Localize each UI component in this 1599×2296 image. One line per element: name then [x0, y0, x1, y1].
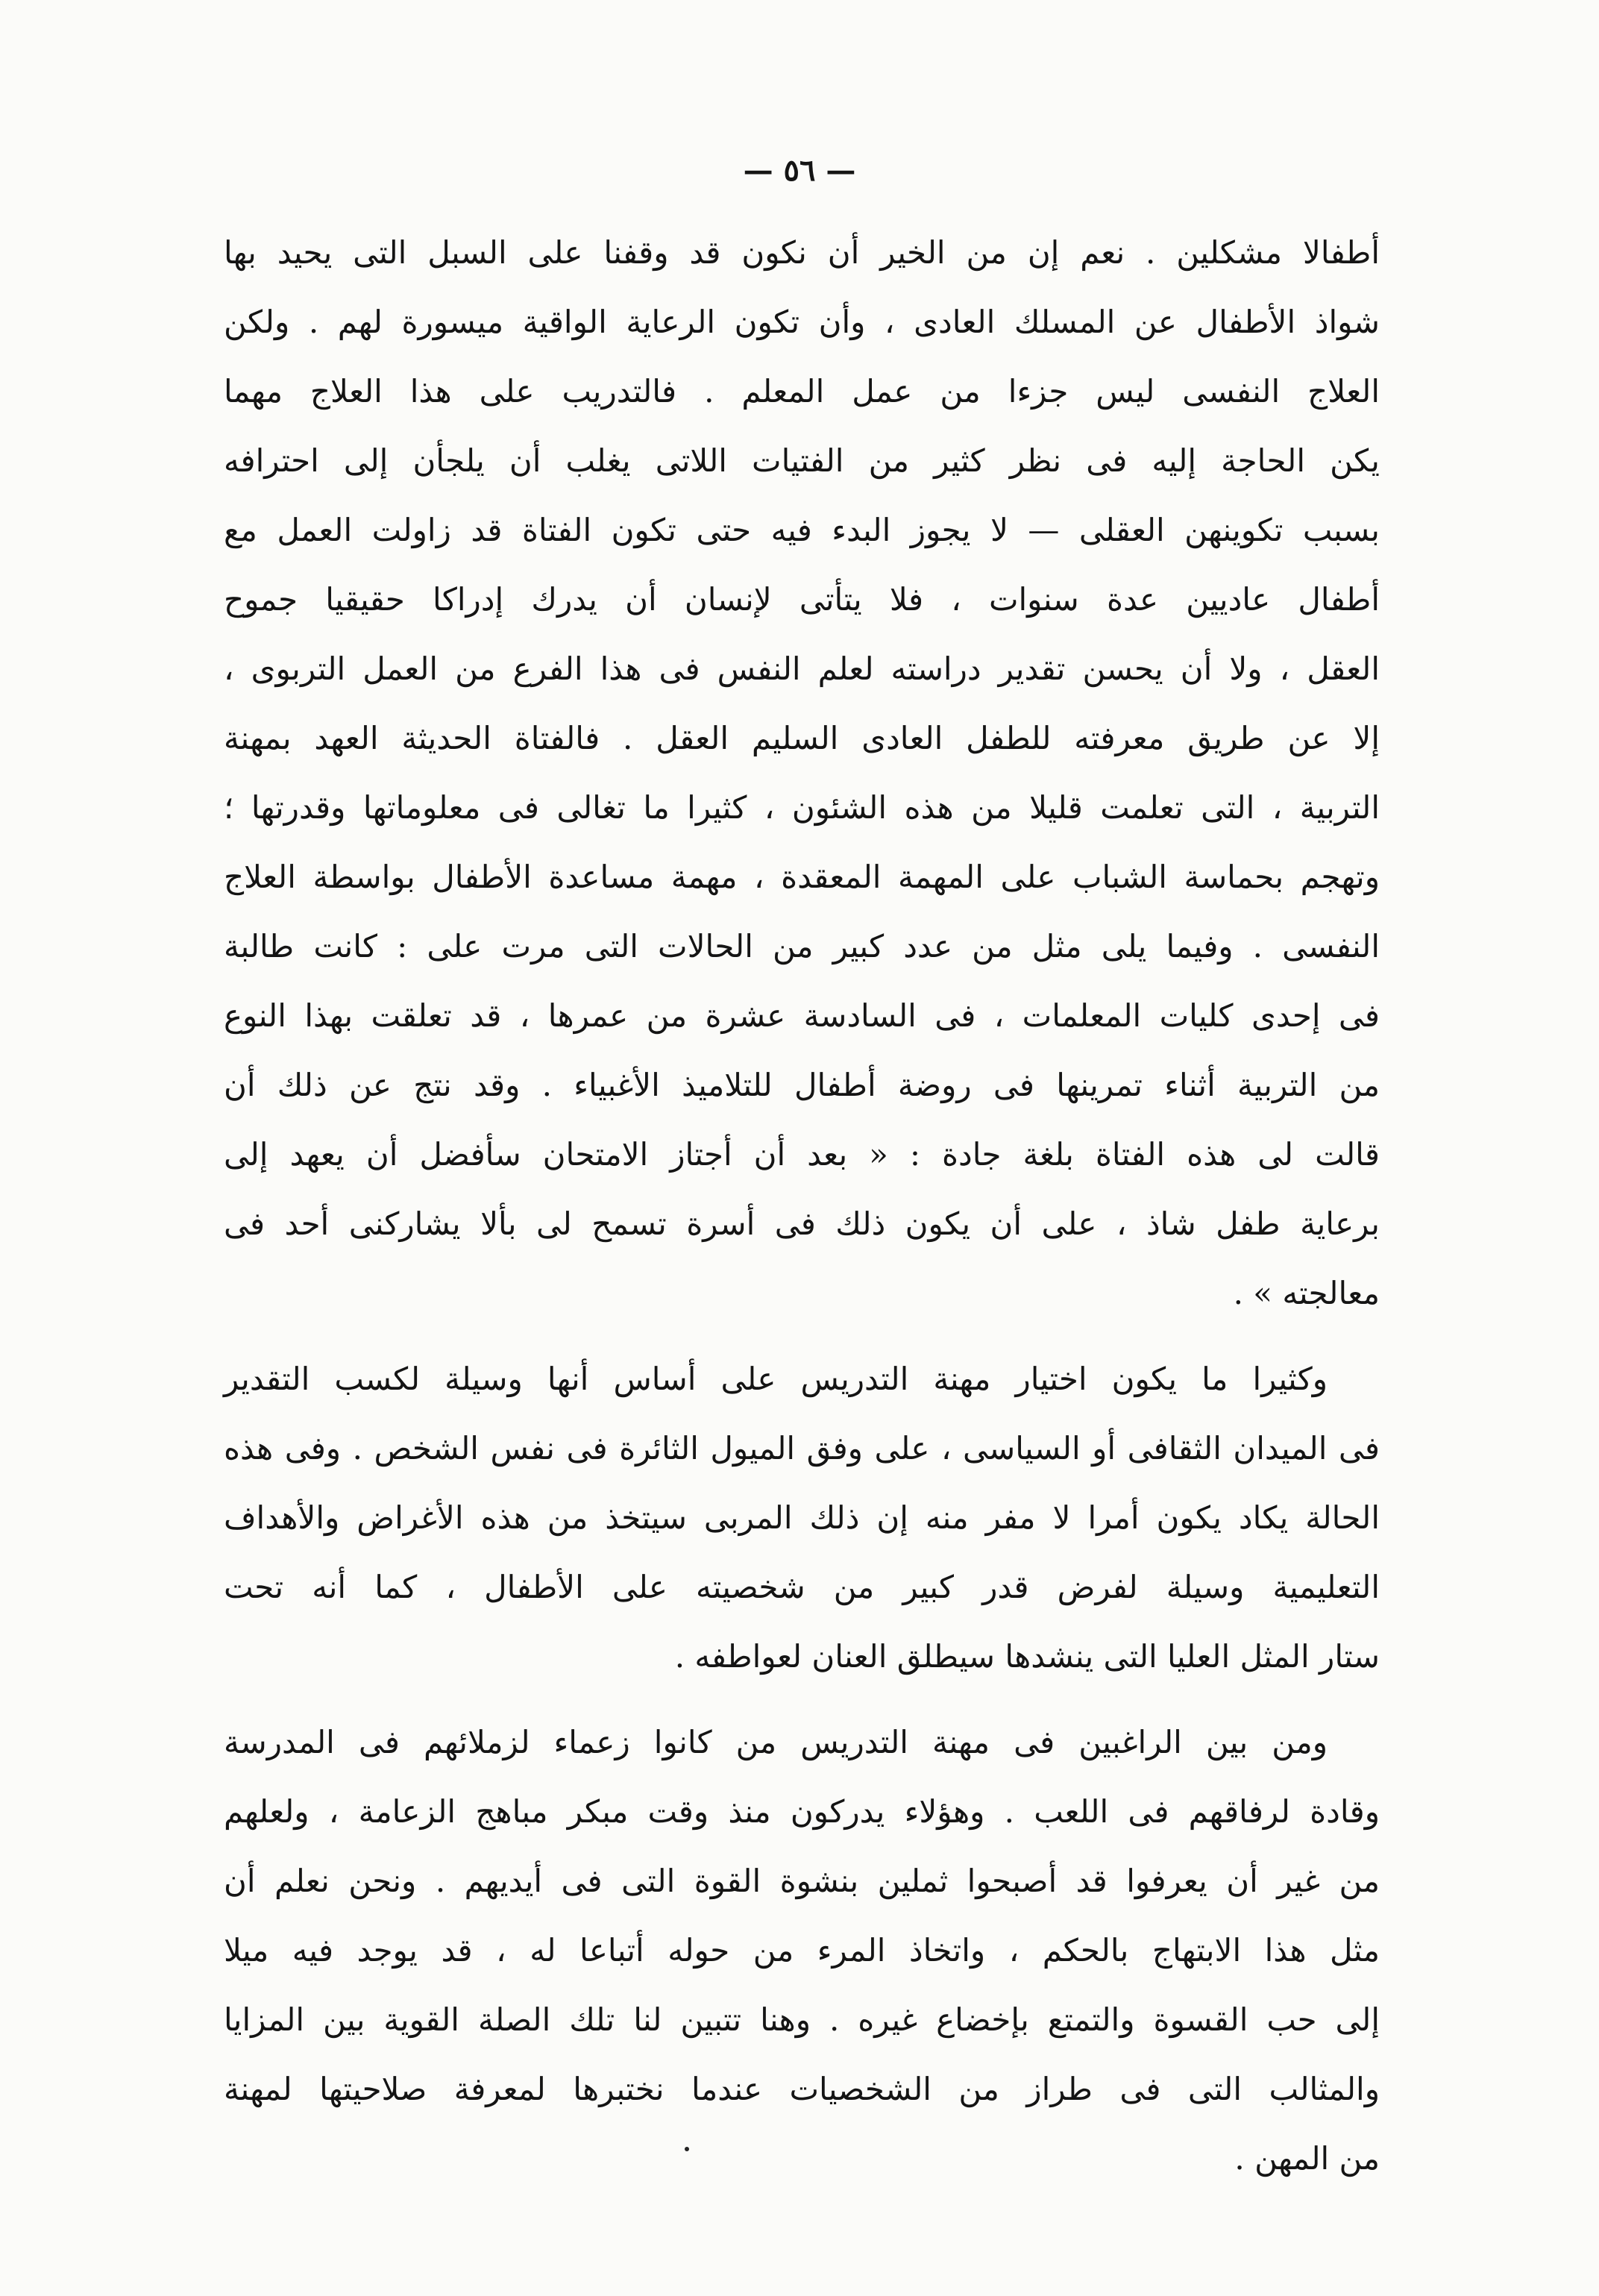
text-line: التربية ، التى تعلمت قليلا من هذه الشئون ، كثيرا ما تغالى فى معلوماتها وقدرتها ؛ — [224, 789, 1380, 826]
text-line: وتهجم بحماسة الشباب على المهمة المعقدة ، مهمة مساعدة الأطفال بواسطة العلاج — [224, 859, 1380, 895]
text-line: العلاج النفسى ليس جزءا من عمل المعلم . فالتدريب على هذا العلاج مهما — [224, 373, 1380, 410]
text-line: يكن الحاجة إليه فى نظر كثير من الفتيات اللاتى يغلب أن يلجأن إلى احترافه — [224, 442, 1380, 479]
text-line: من غير أن يعرفوا قد أصبحوا ثملين بنشوة القوة التى فى أيديهم . ونحن نعلم أن — [224, 1863, 1380, 1899]
text-line: الحالة يكاد يكون أمرا لا مفر منه إن ذلك المربى سيتخذ من هذه الأغراض والأهداف — [224, 1499, 1380, 1536]
text-line: قالت لى هذه الفتاة بلغة جادة : « بعد أن أجتاز الامتحان سأفضل أن يعهد إلى — [224, 1136, 1380, 1173]
paragraph-3 — [224, 1707, 1380, 2193]
page-number: — ٥٦ — — [743, 153, 856, 188]
text-line: إلى حب القسوة والتمتع بإخضاع غيره . وهنا تتبين لنا تلك الصلة القوية بين المزايا — [224, 2001, 1380, 2038]
text-line: ستار المثل العليا التى ينشدها سيطلق العنان لعواطفه . — [674, 1638, 1380, 1675]
text-line: وقادة لرفاقهم فى اللعب . وهؤلاء يدركون منذ وقت مبكر مباهج الزعامة ، ولعلهم — [224, 1793, 1380, 1830]
text-line: إلا عن طريق معرفته للطفل العادى السليم العقل . فالفتاة الحديثة العهد بمهنة — [224, 720, 1380, 756]
text-line: النفسى . وفيما يلى مثل من عدد كبير من الحالات التى مرت على : كانت طالبة — [224, 928, 1380, 964]
text-line: برعاية طفل شاذ ، على أن يكون ذلك فى أسرة تسمح لى بألا يشاركنى أحد فى — [224, 1205, 1380, 1242]
paragraph-2 — [224, 1344, 1380, 1691]
text-line: من التربية أثناء تمرينها فى روضة أطفال للتلاميذ الأغبياء . وقد نتج عن ذلك أن — [224, 1067, 1380, 1103]
text-line: أطفال عاديين عدة سنوات ، فلا يتأتى لإنسان أن يدرك إدراكا حقيقيا جموح — [224, 581, 1380, 618]
text-line: معالجته » . — [1233, 1275, 1380, 1311]
text-line: التعليمية وسيلة لفرض قدر كبير من شخصيته على الأطفال ، كما أنه تحت — [224, 1569, 1380, 1605]
ink-speck — [685, 2147, 689, 2151]
text-line: وكثيرا ما يكون اختيار مهنة التدريس على أساس أنها وسيلة لكسب التقدير — [224, 1361, 1328, 1397]
paragraph-1 — [224, 218, 1380, 1328]
text-line: العقل ، ولا أن يحسن تقدير دراسته لعلم النفس فى هذا الفرع من العمل التربوى ، — [224, 650, 1380, 687]
text-line: أطفالا مشكلين . نعم إن من الخير أن نكون قد وقفنا على السبل التى يحيد بها — [224, 234, 1380, 271]
text-line: بسبب تكوينهن العقلى — لا يجوز البدء فيه حتى تكون الفتاة قد زاولت العمل مع — [224, 512, 1380, 548]
text-line: ومن بين الراغبين فى مهنة التدريس من كانوا زعماء لزملائهم فى المدرسة — [224, 1724, 1328, 1760]
text-line: فى إحدى كليات المعلمات ، فى السادسة عشرة من عمرها ، قد تعلقت بهذا النوع — [224, 997, 1380, 1034]
text-line: من المهن . — [1234, 2140, 1380, 2177]
text-line: مثل هذا الابتهاج بالحكم ، واتخاذ المرء من حوله أتباعا له ، قد يوجد فيه ميلا — [224, 1932, 1380, 1969]
text-line: شواذ الأطفال عن المسلك العادى ، وأن تكون الرعاية الواقية ميسورة لهم . ولكن — [224, 304, 1380, 340]
body-text — [224, 218, 1380, 2193]
text-line: فى الميدان الثقافى أو السياسى ، على وفق الميول الثائرة فى نفس الشخص . وفى هذه — [224, 1430, 1380, 1467]
text-line: والمثالب التى فى طراز من الشخصيات عندما نختبرها لمعرفة صلاحيتها لمهنة — [224, 2071, 1380, 2107]
